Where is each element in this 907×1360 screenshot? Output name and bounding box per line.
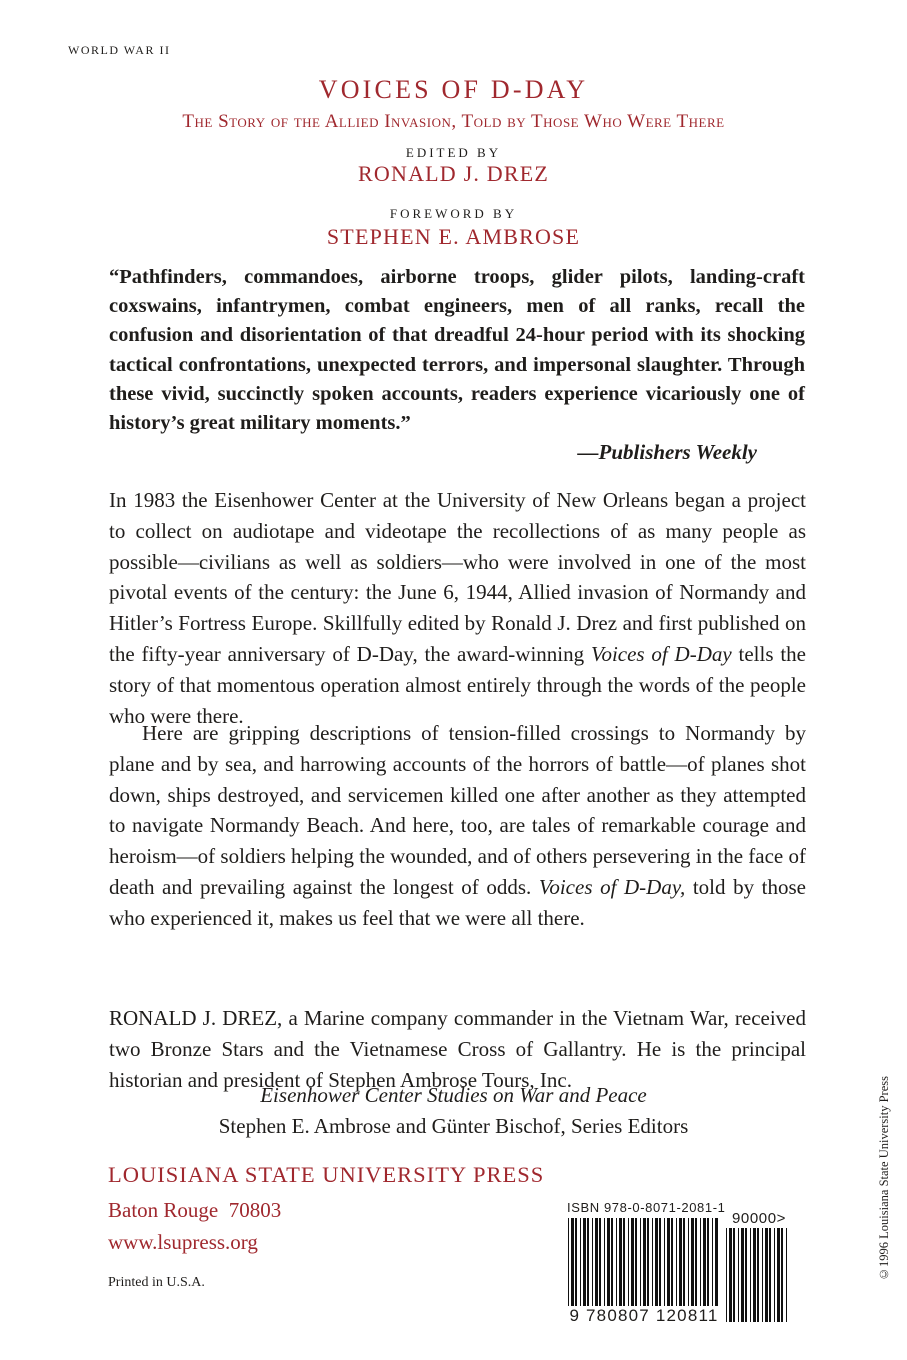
foreword-by-label: FOREWORD BY	[389, 206, 518, 221]
barcode-bar	[777, 1228, 780, 1322]
description-paragraph-1	[109, 485, 806, 731]
review-quote: “Pathfinders, commandoes, airborne troops, glider pilots, landing-craft coxswains, infantrymen, combat engineers, men of all ranks, recall the confusion and disorientation of that dreadful 24-hour period with its shocking tactical confrontations, unexpected terrors, and impersonal slaughter. Through these vivid, succinctly spoken accounts, readers experience vicariously one of history’s great military moments.”	[109, 266, 805, 435]
barcode-bar	[745, 1228, 747, 1322]
publisher-city: Baton Rouge 70803	[108, 1198, 282, 1222]
barcode-bar	[738, 1228, 739, 1322]
barcode-bar	[781, 1228, 783, 1322]
description-paragraph-2	[109, 718, 806, 934]
printed-in: Printed in U.S.A.	[108, 1275, 205, 1290]
barcode-bar	[769, 1228, 771, 1322]
edited-by-label: EDITED BY	[405, 145, 502, 160]
book-title: VOICES OF D-DAY	[318, 75, 589, 104]
series-name: Eisenhower Center Studies on War and Peace	[260, 1083, 647, 1107]
para1-book-title: Voices of D-Day	[590, 641, 732, 666]
para2-text-end: told by those who experienced it, makes us feel that we were all there.	[109, 874, 806, 930]
publisher-name: LOUISIANA STATE UNIVERSITY PRESS	[108, 1162, 545, 1187]
barcode-bar	[729, 1228, 732, 1322]
para2-text-start: Here are gripping descriptions of tension-filled crossings to Normandy by plane and by sea, and harrowing accounts of the horrors of battle—of planes shot down, ships destroyed, and servicemen killed one after another as they attempted to navigate Normandy Beach. And here, too, are tales of remarkable courage and heroism—of soldiers helping the wounded, and of others persevering in the face of death and prevailing against the longest of odds.	[109, 721, 806, 899]
series-editors: Stephen E. Ambrose and Günter Bischof, Series Editors	[218, 1114, 689, 1138]
price-code: 90000>	[731, 1210, 787, 1227]
barcode-digits: 9 780807 120811	[566, 1306, 722, 1326]
price-barcode	[724, 1228, 792, 1322]
barcode-bar	[757, 1228, 759, 1322]
barcode-bar	[774, 1228, 775, 1322]
barcode-bar	[753, 1228, 756, 1322]
foreword-author: STEPHEN E. AMBROSE	[326, 224, 581, 249]
barcode-bar	[765, 1228, 768, 1322]
para1-text-end: tells the story of that momentous operation almost entirely through the words of the people who were there.	[109, 641, 806, 728]
series-info	[0, 1080, 907, 1142]
publisher-url: www.lsupress.org	[108, 1230, 258, 1254]
series-label: WORLD WAR II	[68, 43, 171, 57]
barcode-bar	[741, 1228, 744, 1322]
barcode-bar	[750, 1228, 751, 1322]
barcode-bar	[733, 1228, 735, 1322]
barcode-bar	[786, 1228, 787, 1322]
about-author: RONALD J. DREZ, a Marine company commander in the Vietnam War, received two Bronze Stars and the Vietnamese Cross of Gallantry. He is the principal historian and president of Stephen Ambrose Tours, Inc.	[109, 1006, 806, 1092]
copyright-notice: ©1996 Louisiana State University Press	[877, 1076, 891, 1281]
barcode-bar	[726, 1228, 727, 1322]
book-subtitle: The Story of the Allied Invasion, Told by Those Who Were There	[182, 111, 725, 132]
para2-book-title: Voices of D-Day,	[538, 874, 686, 899]
isbn-label: ISBN 978-0-8071-2081-1	[567, 1200, 726, 1215]
barcode-bar	[762, 1228, 763, 1322]
editor-name: RONALD J. DREZ	[358, 161, 549, 186]
para1-text-start: In 1983 the Eisenhower Center at the University of New Orleans began a project to collect on audiotape and videotape the recollections of as many people as possible—civilians as well as soldiers—who were involved in one of the most pivotal events of the century: the June 6, 1944, Allied invasion of Normandy and Hitler’s Fortress Europe. Skillfully edited by Ronald J. Drez and first published on the fifty-year anniversary of D-Day, the award-winning	[109, 488, 806, 666]
review-source: —Publishers Weekly	[577, 440, 757, 464]
